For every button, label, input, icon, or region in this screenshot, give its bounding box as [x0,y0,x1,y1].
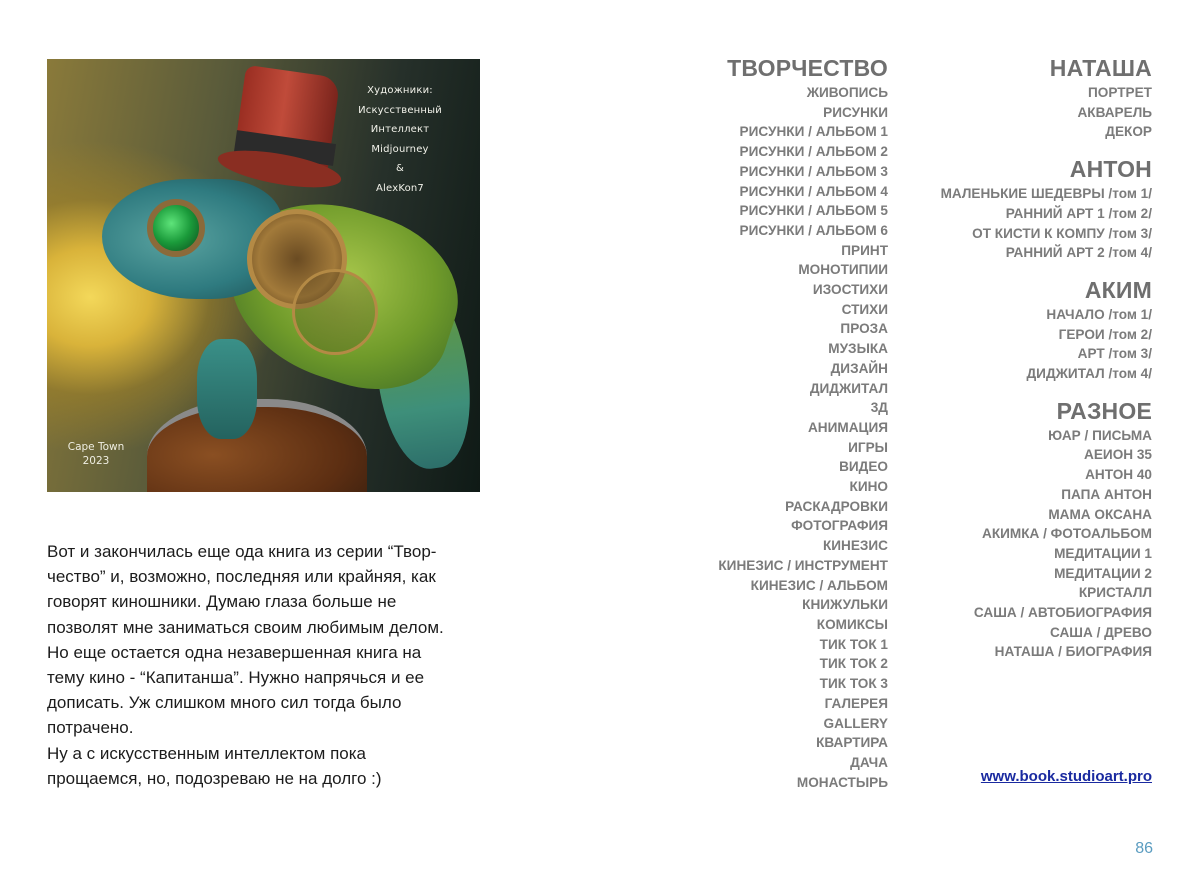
menu-item-kvartira[interactable]: КВАРТИРА [816,735,888,751]
section-title-tvorchestvo: ТВОРЧЕСТВО [727,55,888,81]
menu-item-portret[interactable]: ПОРТРЕТ [1088,85,1152,100]
artwork-place [59,440,133,468]
menu-item-komiksy[interactable]: КОМИКСЫ [816,616,888,632]
menu-tvorchestvo [718,54,888,792]
artwork-credit [350,81,450,198]
menu-item-video[interactable]: ВИДЕО [839,459,888,475]
menu-item-monastyr[interactable]: МОНАСТЫРЬ [796,774,888,790]
menu-item-risunki-album-1[interactable]: РИСУНКИ / АЛЬБОМ 1 [739,124,888,140]
menu-item-geroi[interactable]: ГЕРОИ /том 2/ [1058,326,1152,342]
section-title-anton: АНТОН [1069,156,1152,183]
text-line: позволят мне заниматься своим любимым делом. [47,617,444,637]
menu-item-animatsiya[interactable]: АНИМАЦИЯ [807,419,888,435]
menu-item-art[interactable]: АРТ /том 3/ [1077,346,1152,362]
menu-item-mama-oksana[interactable]: МАМА ОКСАНА [1048,506,1152,522]
text-line: потрачено. [47,718,134,738]
text-line: дописать. Уж слишком много сил тогда было [47,693,402,713]
menu-item-meditatsii-2[interactable]: МЕДИТАЦИИ 2 [1054,565,1152,581]
menu-item-raskadrovki[interactable]: РАСКАДРОВКИ [785,498,888,514]
body-paragraph [47,539,477,791]
menu-item-ranniy-art-2[interactable]: РАННИЙ АРТ 2 /том 4/ [1005,245,1152,261]
menu-item-akimka-fotoalbom[interactable]: АКИМКА / ФОТОАЛЬБОМ [982,526,1152,542]
text-line: Вот и закончилась еще ода книга из серии “Твор- [47,542,437,561]
place-line: 2023 [82,455,110,467]
menu-item-papa-anton[interactable]: ПАПА АНТОН [1061,486,1152,502]
section-title-natasha: НАТАША [1049,55,1152,81]
menu-item-proza[interactable]: ПРОЗА [840,321,888,337]
drum-shape [147,399,367,492]
menu-item-zhivopis[interactable]: ЖИВОПИСЬ [806,85,888,100]
menu-item-tiktok-2[interactable]: ТИК ТОК 2 [819,656,888,672]
menu-item-risunki[interactable]: РИСУНКИ [823,104,888,120]
site-link[interactable]: www.book.studioart.pro [980,768,1152,785]
menu-item-muzyka[interactable]: МУЗЫКА [828,341,888,357]
menu-item-knizhulki[interactable]: КНИЖУЛЬКИ [802,597,888,613]
menu-item-ot-kisti-k-kompu[interactable]: ОТ КИСТИ К КОМПУ /том 3/ [972,225,1152,241]
menu-item-ranniy-art-1[interactable]: РАННИЙ АРТ 1 /том 2/ [1005,205,1152,221]
menu-section-raznoe [941,397,1152,662]
gear-icon [292,269,378,355]
eye-shape [147,199,205,257]
text-line: Но еще остается одна незавершенная книга на [47,642,422,662]
credit-line: Midjourney [371,143,429,155]
menu-people [941,54,1152,675]
menu-item-print[interactable]: ПРИНТ [841,242,888,258]
menu-item-kinezis[interactable]: КИНЕЗИС [822,538,888,554]
menu-item-fotografiya[interactable]: ФОТОГРАФИЯ [791,518,888,534]
chameleon-leg-shape [197,339,257,439]
menu-item-igry[interactable]: ИГРЫ [848,439,888,455]
menu-item-risunki-album-4[interactable]: РИСУНКИ / АЛЬБОМ 4 [739,183,888,199]
menu-item-meditatsii-1[interactable]: МЕДИТАЦИИ 1 [1054,545,1152,561]
menu-item-izostikhi[interactable]: ИЗОСТИХИ [812,282,888,298]
menu-item-nachalo[interactable]: НАЧАЛО /том 1/ [1046,306,1152,322]
menu-item-sasha-avtobiografiya[interactable]: САША / АВТОБИОГРАФИЯ [973,605,1152,621]
menu-item-kinezis-instrument[interactable]: КИНЕЗИС / ИНСТРУМЕНТ [718,557,888,573]
text-line: говорят киношники. Думаю глаза больше не [47,592,397,612]
credit-line: Художники: [367,85,433,96]
menu-item-akim-didzhital[interactable]: ДИДЖИТАЛ /том 4/ [1026,366,1152,382]
menu-item-stikhi[interactable]: СТИХИ [841,301,888,317]
menu-item-natasha-biografiya[interactable]: НАТАША / БИОГРАФИЯ [994,644,1152,660]
menu-item-kino[interactable]: КИНО [849,479,888,495]
place-line: Cape Town [67,441,125,453]
menu-item-gallery[interactable]: GALLERY [823,715,888,731]
menu-item-monotipii[interactable]: МОНОТИПИИ [798,262,888,278]
credit-line: Интеллект [370,124,430,135]
text-line: прощаемся, но, подозреваю не на долго :) [47,768,382,788]
text-line: чество” и, возможно, последняя или крайняя, как [47,567,436,587]
section-title-raznoe: РАЗНОЕ [1056,397,1152,424]
menu-item-risunki-album-2[interactable]: РИСУНКИ / АЛЬБОМ 2 [739,144,888,160]
menu-item-risunki-album-3[interactable]: РИСУНКИ / АЛЬБОМ 3 [739,163,888,179]
menu-item-yuar-pisma[interactable]: ЮАР / ПИСЬМА [1048,427,1152,443]
text-line: Ну а с искусственным интеллектом пока [47,743,366,763]
text-line: тему кино - “Капитанша”. Нужно напрячься и ее [47,668,425,688]
menu-item-risunki-album-5[interactable]: РИСУНКИ / АЛЬБОМ 5 [739,203,888,219]
menu-item-malenkie-shedevry[interactable]: МАЛЕНЬКИЕ ШЕДЕВРЫ /том 1/ [940,186,1152,202]
menu-item-dekor[interactable]: ДЕКОР [1105,124,1152,140]
menu-item-aeion-35[interactable]: АЕИОН 35 [1084,447,1152,463]
menu-item-tiktok-3[interactable]: ТИК ТОК 3 [819,676,888,692]
menu-item-sasha-drevo[interactable]: САША / ДРЕВО [1050,624,1152,640]
menu-section-natasha [941,54,1152,142]
menu-section-akim [941,276,1152,384]
menu-item-kristall[interactable]: КРИСТАЛЛ [1078,585,1152,601]
menu-item-dacha[interactable]: ДАЧА [850,754,888,770]
section-title-akim: АКИМ [1084,276,1152,303]
credit-line: & [396,163,404,174]
menu-item-anton-40[interactable]: АНТОН 40 [1085,467,1152,483]
menu-item-tiktok-1[interactable]: ТИК ТОК 1 [819,636,888,652]
page-number: 86 [1135,840,1153,857]
menu-item-dizain[interactable]: ДИЗАЙН [830,360,888,376]
menu-item-didzhital[interactable]: ДИДЖИТАЛ [809,380,888,396]
menu-item-galereya[interactable]: ГАЛЕРЕЯ [824,695,888,711]
menu-item-3d[interactable]: 3Д [870,400,888,416]
menu-item-akvarel[interactable]: АКВАРЕЛЬ [1077,104,1152,120]
menu-section-anton [941,155,1152,263]
menu-item-kinezis-album[interactable]: КИНЕЗИС / АЛЬБОМ [750,577,888,593]
credit-line: AlexKon7 [376,182,424,194]
menu-item-risunki-album-6[interactable]: РИСУНКИ / АЛЬБОМ 6 [739,222,888,238]
artwork-image [47,59,480,492]
credit-line: Искусственный [358,104,442,116]
